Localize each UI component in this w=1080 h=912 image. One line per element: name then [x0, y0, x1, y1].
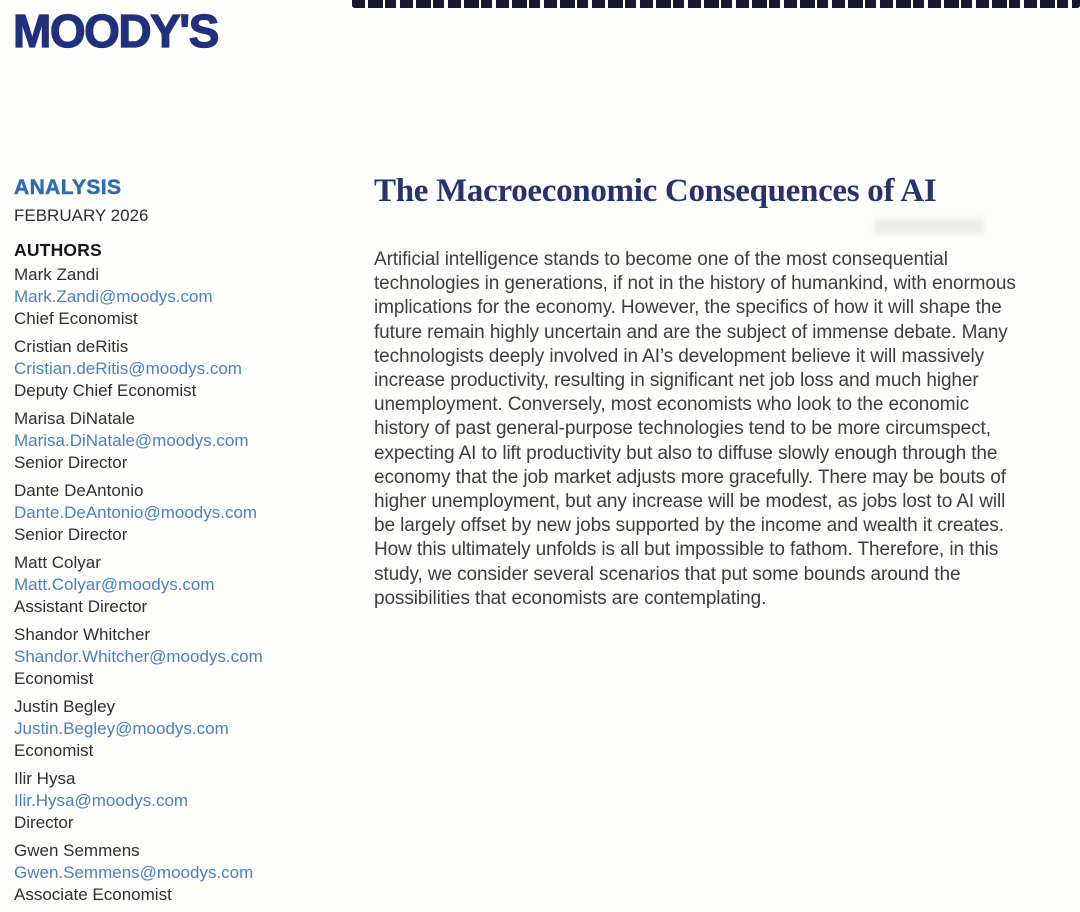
author-title: Economist: [14, 669, 94, 688]
author-name: Gwen Semmens: [14, 841, 140, 860]
author-title: Director: [14, 813, 74, 832]
main-content: [374, 170, 1022, 611]
author-name: Justin Begley: [14, 697, 116, 716]
report-type-label: ANALYSIS: [14, 176, 122, 199]
author-entry: [14, 408, 354, 474]
author-email-link[interactable]: Cristian.deRitis@moodys.com: [14, 359, 242, 378]
author-email-link[interactable]: Matt.Colyar@moodys.com: [14, 575, 215, 594]
cropped-header-text-strip: [352, 0, 1080, 8]
moodys-logo: MOODY'S: [13, 5, 218, 57]
author-title: Associate Economist: [14, 885, 172, 904]
author-name: Dante DeAntonio: [14, 481, 144, 500]
author-entry: [14, 480, 354, 546]
author-entry: [14, 768, 354, 834]
author-title: Chief Economist: [14, 309, 138, 328]
author-entry: [14, 624, 354, 690]
author-name: Shandor Whitcher: [14, 625, 151, 644]
author-title: Senior Director: [14, 525, 128, 544]
author-title: Economist: [14, 741, 94, 760]
author-name: Ilir Hysa: [14, 769, 76, 788]
author-entry: [14, 336, 354, 402]
author-email-link[interactable]: Dante.DeAntonio@moodys.com: [14, 503, 258, 522]
author-name: Cristian deRitis: [14, 337, 129, 356]
author-entry: [14, 264, 354, 330]
authors-heading: AUTHORS: [14, 240, 102, 260]
sidebar: [14, 176, 354, 912]
report-date: FEBRUARY 2026: [14, 206, 149, 225]
author-email-link[interactable]: Justin.Begley@moodys.com: [14, 719, 229, 738]
author-title: Senior Director: [14, 453, 128, 472]
author-title: Assistant Director: [14, 597, 148, 616]
author-title: Deputy Chief Economist: [14, 381, 197, 400]
author-entry: [14, 840, 354, 906]
author-name: Mark Zandi: [14, 265, 100, 284]
author-email-link[interactable]: Marisa.DiNatale@moodys.com: [14, 431, 249, 450]
author-email-link[interactable]: Ilir.Hysa@moodys.com: [14, 791, 189, 810]
author-name: Matt Colyar: [14, 553, 101, 572]
author-email-link[interactable]: Gwen.Semmens@moodys.com: [14, 863, 254, 882]
author-entry: [14, 552, 354, 618]
faded-print-artifact: [874, 218, 984, 234]
intro-paragraph: Artificial intelligence stands to become one of the most consequential technologies in generations, if not in the history of humankind, with enormous implications for the economy. However, the specifics of how it will shape the future remain highly uncertain and are the subject of immense debate. Many technologists deeply involved in AI’s development believe it will massively increase productivity, resulting in significant net job loss and much higher unemployment. Conversely, most economists who look to the economic history of past general-purpose technologies tend to be more circumspect, expecting AI to lift productivity but also to diffuse slowly enough through the economy that the job market adjusts more gracefully. There may be bouts of higher unemployment, but any increase will be modest, as jobs lost to AI will be largely offset by new jobs supported by the income and wealth it creates. How this ultimately unfolds is all but impossible to fathom. Therefore, in this study, we consider several scenarios that put some bounds around the possibilities that economists are contemplating.: [374, 249, 1016, 609]
page-title: The Macroeconomic Consequences of AI: [374, 173, 937, 209]
author-email-link[interactable]: Shandor.Whitcher@moodys.com: [14, 647, 263, 666]
author-entry: [14, 696, 354, 762]
author-email-link[interactable]: Mark.Zandi@moodys.com: [14, 287, 213, 306]
author-name: Marisa DiNatale: [14, 409, 135, 428]
